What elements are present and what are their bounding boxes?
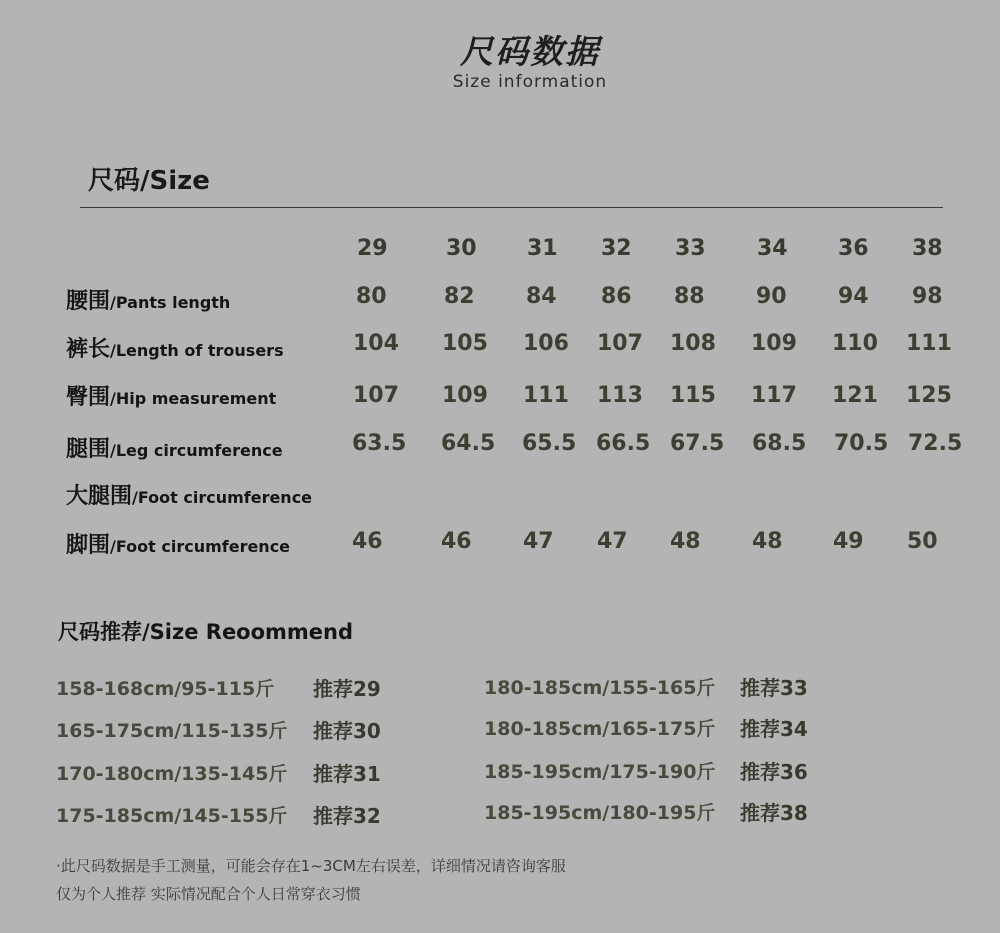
row-label-cn: 裤长 bbox=[66, 337, 111, 362]
recommend-range: 185-195cm/175-190斤 bbox=[484, 761, 716, 783]
table-cell: 47 bbox=[523, 529, 554, 554]
table-cell: 90 bbox=[756, 284, 787, 309]
table-cell: 82 bbox=[444, 284, 475, 309]
table-cell: 47 bbox=[597, 529, 628, 554]
row-label-waist bbox=[66, 284, 230, 315]
row-label-en: /Length of trousers bbox=[110, 341, 284, 360]
recommend-size: 推荐32 bbox=[313, 804, 381, 828]
recommend-range: 180-185cm/165-175斤 bbox=[484, 718, 716, 740]
table-cell: 72.5 bbox=[908, 431, 963, 456]
row-label-hip bbox=[66, 380, 276, 411]
table-cell: 50 bbox=[907, 529, 938, 554]
size-header-cell: 32 bbox=[601, 236, 632, 261]
size-header-cell: 33 bbox=[675, 236, 706, 261]
table-cell: 108 bbox=[670, 331, 716, 356]
table-cell: 86 bbox=[601, 284, 632, 309]
row-label-cn: 腿围 bbox=[66, 437, 111, 462]
divider bbox=[80, 207, 943, 208]
table-cell: 125 bbox=[906, 383, 952, 408]
size-header-cell: 29 bbox=[357, 236, 388, 261]
row-label-en: /Foot circumference bbox=[110, 537, 291, 556]
recommend-heading-cn: 尺码推荐 bbox=[58, 620, 142, 644]
measurement-note: ·此尺码数据是手工测量，可能会存在1~3CM左右误差，详细情况请咨询客服 bbox=[56, 857, 566, 875]
table-cell: 111 bbox=[906, 331, 952, 356]
table-cell: 66.5 bbox=[596, 431, 651, 456]
size-header-cell: 31 bbox=[527, 236, 558, 261]
recommend-size: 推荐33 bbox=[740, 676, 808, 700]
recommend-range: 185-195cm/180-195斤 bbox=[484, 802, 716, 824]
table-cell: 107 bbox=[597, 331, 643, 356]
recommend-size: 推荐30 bbox=[313, 719, 381, 743]
table-cell: 67.5 bbox=[670, 431, 725, 456]
recommend-range: 170-180cm/135-145斤 bbox=[56, 763, 288, 785]
size-header-cell: 30 bbox=[446, 236, 477, 261]
table-cell: 64.5 bbox=[441, 431, 496, 456]
recommend-size: 推荐29 bbox=[313, 677, 381, 701]
recommend-size: 推荐31 bbox=[313, 762, 381, 786]
row-label-en: /Leg circumference bbox=[110, 441, 283, 460]
table-cell: 68.5 bbox=[752, 431, 807, 456]
table-cell: 98 bbox=[912, 284, 943, 309]
page-subtitle: Size information bbox=[452, 72, 608, 92]
recommend-heading-en: /Size Reoommend bbox=[142, 620, 354, 644]
table-cell: 106 bbox=[523, 331, 569, 356]
row-label-en: /Foot circumference bbox=[132, 488, 313, 507]
recommend-range: 158-168cm/95-115斤 bbox=[56, 678, 275, 700]
recommend-size: 推荐38 bbox=[740, 801, 808, 825]
row-label-cn: 大腿围 bbox=[66, 484, 133, 509]
table-cell: 121 bbox=[832, 383, 878, 408]
table-cell: 46 bbox=[441, 529, 472, 554]
table-cell: 109 bbox=[751, 331, 797, 356]
row-label-en: /Pants length bbox=[110, 293, 231, 312]
table-cell: 63.5 bbox=[352, 431, 407, 456]
table-cell: 94 bbox=[838, 284, 869, 309]
table-cell: 80 bbox=[356, 284, 387, 309]
recommend-range: 180-185cm/155-165斤 bbox=[484, 677, 716, 699]
recommend-heading bbox=[58, 616, 353, 646]
table-cell: 109 bbox=[442, 383, 488, 408]
size-header-cell: 38 bbox=[912, 236, 943, 261]
row-label-cn: 臀围 bbox=[66, 385, 111, 410]
table-cell: 104 bbox=[353, 331, 399, 356]
table-cell: 88 bbox=[674, 284, 705, 309]
table-cell: 48 bbox=[670, 529, 701, 554]
size-section-heading: 尺码/Size bbox=[88, 166, 210, 196]
recommendation-note: 仅为个人推荐 实际情况配合个人日常穿衣习惯 bbox=[56, 885, 361, 903]
table-cell: 105 bbox=[442, 331, 488, 356]
recommend-range: 165-175cm/115-135斤 bbox=[56, 720, 288, 742]
recommend-size: 推荐34 bbox=[740, 717, 808, 741]
row-label-en: /Hip measurement bbox=[110, 389, 277, 408]
table-cell: 65.5 bbox=[522, 431, 577, 456]
table-cell: 48 bbox=[752, 529, 783, 554]
recommend-size: 推荐36 bbox=[740, 760, 808, 784]
table-cell: 107 bbox=[353, 383, 399, 408]
row-label-cn: 腰围 bbox=[66, 289, 111, 314]
size-header-cell: 36 bbox=[838, 236, 869, 261]
table-cell: 111 bbox=[523, 383, 569, 408]
table-cell: 117 bbox=[751, 383, 797, 408]
table-cell: 49 bbox=[833, 529, 864, 554]
page-title: 尺码数据 bbox=[460, 32, 600, 71]
table-cell: 115 bbox=[670, 383, 716, 408]
size-header-cell: 34 bbox=[757, 236, 788, 261]
row-label-thigh bbox=[66, 479, 312, 510]
row-label-length bbox=[66, 332, 284, 363]
row-label-cn: 脚围 bbox=[66, 533, 111, 558]
table-cell: 84 bbox=[526, 284, 557, 309]
table-cell: 46 bbox=[352, 529, 383, 554]
row-label-leg bbox=[66, 432, 283, 463]
table-cell: 110 bbox=[832, 331, 878, 356]
recommend-range: 175-185cm/145-155斤 bbox=[56, 805, 288, 827]
row-label-foot bbox=[66, 528, 290, 559]
table-cell: 70.5 bbox=[834, 431, 889, 456]
table-cell: 113 bbox=[597, 383, 643, 408]
